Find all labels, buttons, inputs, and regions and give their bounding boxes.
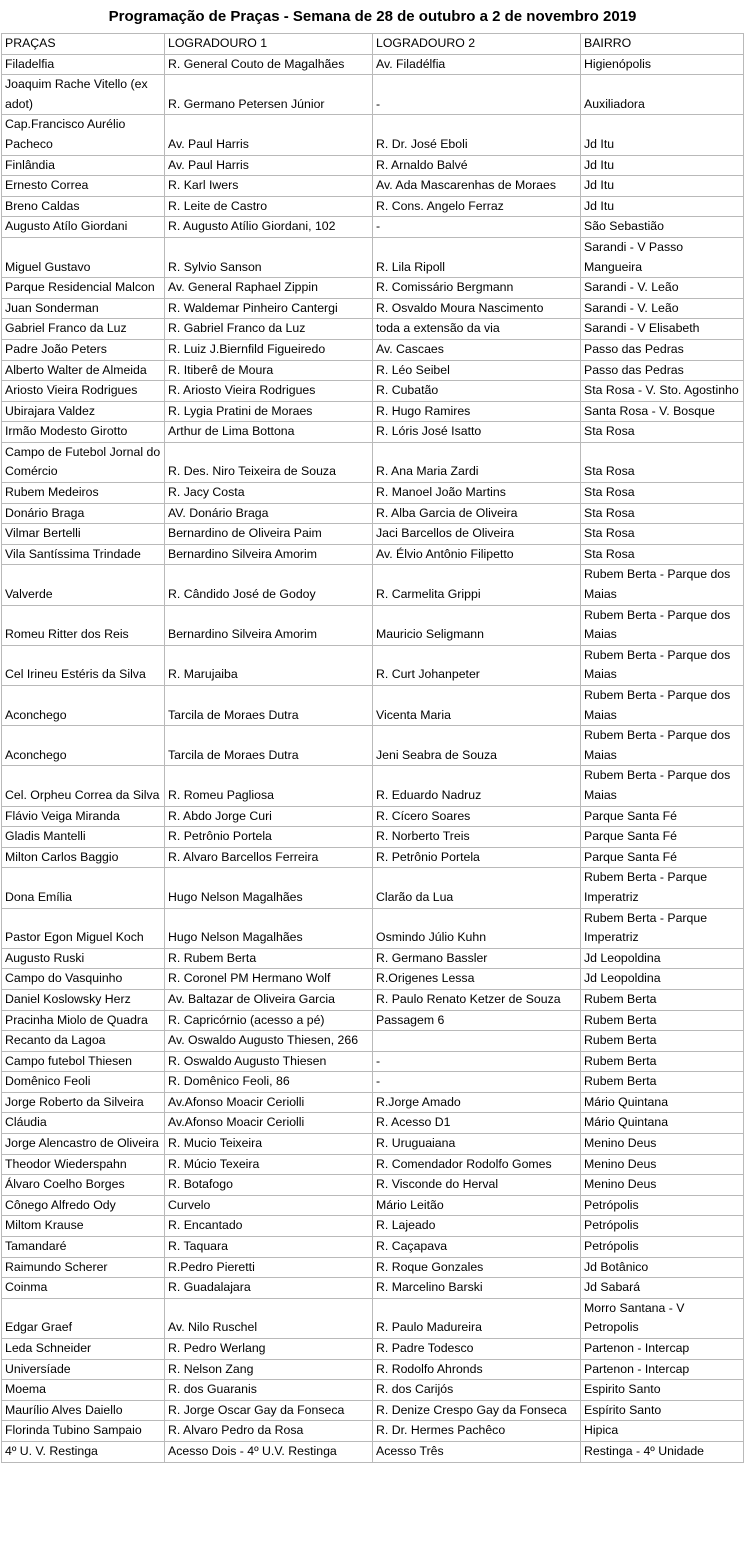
table-row [2, 503, 744, 524]
logradouro-2-cell: R. Paulo Renato Ketzer de Souza [373, 989, 581, 1010]
logradouro-1-cell: R. Karl Iwers [165, 176, 373, 197]
logradouro-2-cell: - [373, 75, 581, 115]
bairro-cell: Rubem Berta - Parque dos Maias [581, 766, 744, 806]
table-row [2, 969, 744, 990]
praca-cell: Aconchego [2, 686, 165, 726]
logradouro-1-cell: Av. Nilo Ruschel [165, 1298, 373, 1338]
praca-cell: Augusto Ruski [2, 948, 165, 969]
table-row [2, 1175, 744, 1196]
logradouro-2-cell: Av. Ada Mascarenhas de Moraes [373, 176, 581, 197]
table-row [2, 54, 744, 75]
bairro-cell: São Sebastião [581, 217, 744, 238]
praca-cell: Daniel Koslowsky Herz [2, 989, 165, 1010]
logradouro-1-cell: R. Pedro Werlang [165, 1339, 373, 1360]
header-cell-logradouro-2: LOGRADOURO 2 [373, 34, 581, 55]
table-row [2, 339, 744, 360]
praca-cell: Maurílio Alves Daiello [2, 1400, 165, 1421]
logradouro-1-cell: Av.Afonso Moacir Ceriolli [165, 1113, 373, 1134]
table-row [2, 196, 744, 217]
logradouro-2-cell: R. Germano Bassler [373, 948, 581, 969]
table-row [2, 1051, 744, 1072]
logradouro-1-cell: R. Nelson Zang [165, 1359, 373, 1380]
bairro-cell: Menino Deus [581, 1134, 744, 1155]
logradouro-1-cell: R. dos Guaranis [165, 1380, 373, 1401]
logradouro-2-cell: R. Uruguaiana [373, 1134, 581, 1155]
praca-cell: Ubirajara Valdez [2, 401, 165, 422]
logradouro-2-cell: R. Caçapava [373, 1237, 581, 1258]
bairro-cell: Rubem Berta - Parque Imperatriz [581, 908, 744, 948]
bairro-cell: Morro Santana - V Petropolis [581, 1298, 744, 1338]
praca-cell: 4º U. V. Restinga [2, 1441, 165, 1462]
table-row [2, 1278, 744, 1299]
praca-cell: Moema [2, 1380, 165, 1401]
bairro-cell: Rubem Berta [581, 1051, 744, 1072]
logradouro-2-cell: Jeni Seabra de Souza [373, 726, 581, 766]
table-row [2, 686, 744, 726]
logradouro-1-cell: R. Coronel PM Hermano Wolf [165, 969, 373, 990]
bairro-cell: Petrópolis [581, 1237, 744, 1258]
table-row [2, 766, 744, 806]
header-cell-logradouro-1: LOGRADOURO 1 [165, 34, 373, 55]
praca-cell: Campo de Futebol Jornal do Comércio [2, 442, 165, 482]
table-row [2, 1092, 744, 1113]
table-row [2, 847, 744, 868]
logradouro-1-cell: R. Oswaldo Augusto Thiesen [165, 1051, 373, 1072]
logradouro-1-cell: R. Domênico Feoli, 86 [165, 1072, 373, 1093]
logradouro-1-cell: R. Petrônio Portela [165, 827, 373, 848]
logradouro-1-cell: R. Abdo Jorge Curi [165, 806, 373, 827]
praca-cell: Alberto Walter de Almeida [2, 360, 165, 381]
table-row [2, 422, 744, 443]
table-row [2, 948, 744, 969]
table-row [2, 806, 744, 827]
logradouro-1-cell: R. Des. Niro Teixeira de Souza [165, 442, 373, 482]
bairro-cell: Parque Santa Fé [581, 827, 744, 848]
bairro-cell: Jd Botânico [581, 1257, 744, 1278]
table-row [2, 1072, 744, 1093]
logradouro-2-cell: R. Paulo Madureira [373, 1298, 581, 1338]
praca-cell: Recanto da Lagoa [2, 1031, 165, 1052]
praca-cell: Filadelfia [2, 54, 165, 75]
bairro-cell: Sta Rosa [581, 544, 744, 565]
logradouro-1-cell: Arthur de Lima Bottona [165, 422, 373, 443]
praca-cell: Augusto Atílo Giordani [2, 217, 165, 238]
bairro-cell: Menino Deus [581, 1175, 744, 1196]
logradouro-2-cell: R. Ana Maria Zardi [373, 442, 581, 482]
bairro-cell: Sarandi - V Elisabeth [581, 319, 744, 340]
logradouro-2-cell: Clarão da Lua [373, 868, 581, 908]
logradouro-2-cell: R. Léo Seibel [373, 360, 581, 381]
table-row [2, 1010, 744, 1031]
logradouro-1-cell: Hugo Nelson Magalhães [165, 868, 373, 908]
logradouro-1-cell: R. Gabriel Franco da Luz [165, 319, 373, 340]
bairro-cell: Petrópolis [581, 1216, 744, 1237]
bairro-cell: Passo das Pedras [581, 339, 744, 360]
logradouro-1-cell: R. Romeu Pagliosa [165, 766, 373, 806]
table-row [2, 1400, 744, 1421]
praca-cell: Gladis Mantelli [2, 827, 165, 848]
praca-cell: Ariosto Vieira Rodrigues [2, 381, 165, 402]
table-row [2, 237, 744, 277]
bairro-cell: Rubem Berta - Parque dos Maias [581, 605, 744, 645]
logradouro-1-cell: Bernardino Silveira Amorim [165, 544, 373, 565]
praca-cell: Tamandaré [2, 1237, 165, 1258]
logradouro-2-cell: R. Arnaldo Balvé [373, 155, 581, 176]
praca-cell: Parque Residencial Malcon [2, 278, 165, 299]
logradouro-2-cell: R. dos Carijós [373, 1380, 581, 1401]
logradouro-2-cell: R. Carmelita Grippi [373, 565, 581, 605]
praca-cell: Cônego Alfredo Ody [2, 1195, 165, 1216]
header-cell-pracas: PRAÇAS [2, 34, 165, 55]
logradouro-2-cell: R. Denize Crespo Gay da Fonseca [373, 1400, 581, 1421]
logradouro-2-cell: R. Cícero Soares [373, 806, 581, 827]
bairro-cell: Parque Santa Fé [581, 847, 744, 868]
praca-cell: Irmão Modesto Girotto [2, 422, 165, 443]
table-row [2, 483, 744, 504]
bairro-cell: Rubem Berta [581, 989, 744, 1010]
bairro-cell: Espirito Santo [581, 1380, 744, 1401]
bairro-cell: Sarandi - V Passo Mangueira [581, 237, 744, 277]
logradouro-2-cell: R. Manoel João Martins [373, 483, 581, 504]
table-row [2, 1339, 744, 1360]
bairro-cell: Rubem Berta - Parque dos Maias [581, 645, 744, 685]
logradouro-1-cell: R. Sylvio Sanson [165, 237, 373, 277]
logradouro-2-cell: Av. Filadélfia [373, 54, 581, 75]
praca-cell: Padre João Peters [2, 339, 165, 360]
logradouro-1-cell: R. Rubem Berta [165, 948, 373, 969]
bairro-cell: Sta Rosa [581, 483, 744, 504]
logradouro-2-cell: Mário Leitão [373, 1195, 581, 1216]
table-row [2, 115, 744, 155]
logradouro-1-cell: Av. Baltazar de Oliveira Garcia [165, 989, 373, 1010]
praca-cell: Cel. Orpheu Correa da Silva [2, 766, 165, 806]
logradouro-2-cell: R. Comendador Rodolfo Gomes [373, 1154, 581, 1175]
praca-cell: Vilmar Bertelli [2, 524, 165, 545]
praca-cell: Valverde [2, 565, 165, 605]
table-row [2, 1216, 744, 1237]
logradouro-1-cell: Av. General Raphael Zippin [165, 278, 373, 299]
bairro-cell: Sta Rosa [581, 422, 744, 443]
logradouro-2-cell: R.Origenes Lessa [373, 969, 581, 990]
praca-cell: Universíade [2, 1359, 165, 1380]
table-row [2, 827, 744, 848]
logradouro-1-cell: R. Luiz J.Biernfild Figueiredo [165, 339, 373, 360]
logradouro-2-cell: toda a extensão da via [373, 319, 581, 340]
header-row [2, 34, 744, 55]
logradouro-2-cell: R. Lajeado [373, 1216, 581, 1237]
logradouro-1-cell: Av. Oswaldo Augusto Thiesen, 266 [165, 1031, 373, 1052]
table-row [2, 360, 744, 381]
praca-cell: Miltom Krause [2, 1216, 165, 1237]
logradouro-2-cell: R. Rodolfo Ahronds [373, 1359, 581, 1380]
praca-cell: Raimundo Scherer [2, 1257, 165, 1278]
bairro-cell: Rubem Berta - Parque dos Maias [581, 565, 744, 605]
logradouro-1-cell: AV. Donário Braga [165, 503, 373, 524]
praca-cell: Jorge Roberto da Silveira [2, 1092, 165, 1113]
logradouro-1-cell: R. Cândido José de Godoy [165, 565, 373, 605]
table-row [2, 1134, 744, 1155]
header-cell-bairro: BAIRRO [581, 34, 744, 55]
bairro-cell: Restinga - 4º Unidade [581, 1441, 744, 1462]
logradouro-1-cell: Hugo Nelson Magalhães [165, 908, 373, 948]
logradouro-2-cell: - [373, 1051, 581, 1072]
logradouro-2-cell: Av. Élvio Antônio Filipetto [373, 544, 581, 565]
praca-cell: Miguel Gustavo [2, 237, 165, 277]
logradouro-1-cell: R. Capricórnio (acesso a pé) [165, 1010, 373, 1031]
table-row [2, 1359, 744, 1380]
praca-cell: Coinma [2, 1278, 165, 1299]
praca-cell: Theodor Wiederspahn [2, 1154, 165, 1175]
bairro-cell: Jd Sabará [581, 1278, 744, 1299]
logradouro-1-cell: Av.Afonso Moacir Ceriolli [165, 1092, 373, 1113]
table-row [2, 401, 744, 422]
logradouro-2-cell [373, 1031, 581, 1052]
bairro-cell: Sta Rosa - V. Sto. Agostinho [581, 381, 744, 402]
bairro-cell: Menino Deus [581, 1154, 744, 1175]
logradouro-2-cell: R. Hugo Ramires [373, 401, 581, 422]
logradouro-1-cell: R. Itiberê de Moura [165, 360, 373, 381]
logradouro-2-cell: R. Alba Garcia de Oliveira [373, 503, 581, 524]
praca-cell: Domênico Feoli [2, 1072, 165, 1093]
praca-cell: Ernesto Correa [2, 176, 165, 197]
table-row [2, 1195, 744, 1216]
bairro-cell: Rubem Berta [581, 1072, 744, 1093]
praca-cell: Breno Caldas [2, 196, 165, 217]
bairro-cell: Rubem Berta - Parque Imperatriz [581, 868, 744, 908]
table-row [2, 1237, 744, 1258]
logradouro-2-cell: R. Marcelino Barski [373, 1278, 581, 1299]
logradouro-1-cell: R.Pedro Pieretti [165, 1257, 373, 1278]
praca-cell: Cap.Francisco Aurélio Pacheco [2, 115, 165, 155]
bairro-cell: Mário Quintana [581, 1113, 744, 1134]
logradouro-1-cell: R. Jacy Costa [165, 483, 373, 504]
table-row [2, 155, 744, 176]
logradouro-2-cell: Acesso Três [373, 1441, 581, 1462]
praca-cell: Álvaro Coelho Borges [2, 1175, 165, 1196]
praca-cell: Pracinha Miolo de Quadra [2, 1010, 165, 1031]
bairro-cell: Rubem Berta - Parque dos Maias [581, 726, 744, 766]
logradouro-2-cell: R. Curt Johanpeter [373, 645, 581, 685]
logradouro-1-cell: R. Marujaiba [165, 645, 373, 685]
praca-cell: Campo futebol Thiesen [2, 1051, 165, 1072]
table-row [2, 565, 744, 605]
table-row [2, 217, 744, 238]
logradouro-1-cell: R. Encantado [165, 1216, 373, 1237]
logradouro-1-cell: Curvelo [165, 1195, 373, 1216]
bairro-cell: Jd Itu [581, 155, 744, 176]
table-row [2, 381, 744, 402]
logradouro-2-cell: Osmindo Júlio Kuhn [373, 908, 581, 948]
logradouro-1-cell: Acesso Dois - 4º U.V. Restinga [165, 1441, 373, 1462]
table-row [2, 1257, 744, 1278]
praca-cell: Joaquim Rache Vitello (ex adot) [2, 75, 165, 115]
praca-cell: Jorge Alencastro de Oliveira [2, 1134, 165, 1155]
table-row [2, 1154, 744, 1175]
bairro-cell: Partenon - Intercap [581, 1339, 744, 1360]
bairro-cell: Sarandi - V. Leão [581, 278, 744, 299]
table-row [2, 645, 744, 685]
logradouro-2-cell: R. Cubatão [373, 381, 581, 402]
table-row [2, 176, 744, 197]
table-row [2, 442, 744, 482]
logradouro-2-cell: Jaci Barcellos de Oliveira [373, 524, 581, 545]
logradouro-1-cell: Bernardino Silveira Amorim [165, 605, 373, 645]
table-row [2, 1421, 744, 1442]
praca-cell: Cláudia [2, 1113, 165, 1134]
logradouro-2-cell: R. Comissário Bergmann [373, 278, 581, 299]
logradouro-2-cell: R. Dr. José Eboli [373, 115, 581, 155]
bairro-cell: Jd Leopoldina [581, 969, 744, 990]
table-row [2, 605, 744, 645]
bairro-cell: Sarandi - V. Leão [581, 298, 744, 319]
bairro-cell: Jd Itu [581, 176, 744, 197]
logradouro-1-cell: R. Lygia Pratini de Moraes [165, 401, 373, 422]
praca-cell: Florinda Tubino Sampaio [2, 1421, 165, 1442]
table-row [2, 75, 744, 115]
bairro-cell: Sta Rosa [581, 442, 744, 482]
page-title: Programação de Praças - Semana de 28 de outubro a 2 de novembro 2019 [108, 8, 637, 25]
logradouro-2-cell: R. Cons. Angelo Ferraz [373, 196, 581, 217]
pracas-table [1, 33, 744, 1463]
bairro-cell: Jd Itu [581, 115, 744, 155]
logradouro-2-cell: R. Roque Gonzales [373, 1257, 581, 1278]
logradouro-2-cell: R. Dr. Hermes Pachêco [373, 1421, 581, 1442]
praca-cell: Finlândia [2, 155, 165, 176]
table-row [2, 1031, 744, 1052]
bairro-cell: Jd Leopoldina [581, 948, 744, 969]
table-row [2, 544, 744, 565]
bairro-cell: Parque Santa Fé [581, 806, 744, 827]
logradouro-1-cell: R. Leite de Castro [165, 196, 373, 217]
praca-cell: Romeu Ritter dos Reis [2, 605, 165, 645]
bairro-cell: Mário Quintana [581, 1092, 744, 1113]
praca-cell: Vila Santíssima Trindade [2, 544, 165, 565]
logradouro-1-cell: R. Waldemar Pinheiro Cantergi [165, 298, 373, 319]
logradouro-1-cell: Tarcila de Moraes Dutra [165, 686, 373, 726]
bairro-cell: Higienópolis [581, 54, 744, 75]
logradouro-1-cell: R. Mucio Teixeira [165, 1134, 373, 1155]
praca-cell: Pastor Egon Miguel Koch [2, 908, 165, 948]
logradouro-2-cell: Av. Cascaes [373, 339, 581, 360]
bairro-cell: Rubem Berta - Parque dos Maias [581, 686, 744, 726]
logradouro-1-cell: R. Múcio Texeira [165, 1154, 373, 1175]
praca-cell: Dona Emília [2, 868, 165, 908]
logradouro-2-cell: Passagem 6 [373, 1010, 581, 1031]
logradouro-2-cell: R. Eduardo Nadruz [373, 766, 581, 806]
table-row [2, 1298, 744, 1338]
logradouro-1-cell: R. Alvaro Barcellos Ferreira [165, 847, 373, 868]
table-row [2, 1441, 744, 1462]
logradouro-1-cell: R. Taquara [165, 1237, 373, 1258]
praca-cell: Leda Schneider [2, 1339, 165, 1360]
logradouro-2-cell: R. Acesso D1 [373, 1113, 581, 1134]
logradouro-1-cell: R. Germano Petersen Júnior [165, 75, 373, 115]
praca-cell: Flávio Veiga Miranda [2, 806, 165, 827]
bairro-cell: Hipica [581, 1421, 744, 1442]
logradouro-2-cell: Vicenta Maria [373, 686, 581, 726]
praca-cell: Aconchego [2, 726, 165, 766]
logradouro-2-cell: - [373, 217, 581, 238]
praca-cell: Milton Carlos Baggio [2, 847, 165, 868]
table-row [2, 1113, 744, 1134]
table-row [2, 726, 744, 766]
table-row [2, 1380, 744, 1401]
logradouro-1-cell: R. Augusto Atílio Giordani, 102 [165, 217, 373, 238]
logradouro-1-cell: R. Ariosto Vieira Rodrigues [165, 381, 373, 402]
logradouro-1-cell: R. Alvaro Pedro da Rosa [165, 1421, 373, 1442]
bairro-cell: Sta Rosa [581, 524, 744, 545]
bairro-cell: Rubem Berta [581, 1031, 744, 1052]
logradouro-2-cell: R. Norberto Treis [373, 827, 581, 848]
table-row [2, 319, 744, 340]
logradouro-1-cell: R. General Couto de Magalhães [165, 54, 373, 75]
bairro-cell: Partenon - Intercap [581, 1359, 744, 1380]
table-row [2, 524, 744, 545]
bairro-cell: Sta Rosa [581, 503, 744, 524]
praca-cell: Juan Sonderman [2, 298, 165, 319]
praca-cell: Cel Irineu Estéris da Silva [2, 645, 165, 685]
bairro-cell: Petrópolis [581, 1195, 744, 1216]
logradouro-2-cell: R.Jorge Amado [373, 1092, 581, 1113]
bairro-cell: Auxiliadora [581, 75, 744, 115]
logradouro-2-cell: - [373, 1072, 581, 1093]
bairro-cell: Santa Rosa - V. Bosque [581, 401, 744, 422]
logradouro-2-cell: R. Osvaldo Moura Nascimento [373, 298, 581, 319]
table-row [2, 908, 744, 948]
bairro-cell: Rubem Berta [581, 1010, 744, 1031]
table-row [2, 868, 744, 908]
bairro-cell: Passo das Pedras [581, 360, 744, 381]
praca-cell: Rubem Medeiros [2, 483, 165, 504]
logradouro-2-cell: R. Padre Todesco [373, 1339, 581, 1360]
logradouro-2-cell: R. Lóris José Isatto [373, 422, 581, 443]
logradouro-2-cell: R. Visconde do Herval [373, 1175, 581, 1196]
logradouro-1-cell: R. Jorge Oscar Gay da Fonseca [165, 1400, 373, 1421]
table-row [2, 278, 744, 299]
logradouro-1-cell: Av. Paul Harris [165, 115, 373, 155]
bairro-cell: Jd Itu [581, 196, 744, 217]
table-row [2, 298, 744, 319]
logradouro-1-cell: R. Botafogo [165, 1175, 373, 1196]
logradouro-1-cell: Av. Paul Harris [165, 155, 373, 176]
praca-cell: Donário Braga [2, 503, 165, 524]
logradouro-2-cell: Mauricio Seligmann [373, 605, 581, 645]
logradouro-1-cell: Bernardino de Oliveira Paim [165, 524, 373, 545]
praca-cell: Edgar Graef [2, 1298, 165, 1338]
bairro-cell: Espírito Santo [581, 1400, 744, 1421]
logradouro-2-cell: R. Petrônio Portela [373, 847, 581, 868]
logradouro-2-cell: R. Lila Ripoll [373, 237, 581, 277]
table-row [2, 989, 744, 1010]
logradouro-1-cell: R. Guadalajara [165, 1278, 373, 1299]
praca-cell: Campo do Vasquinho [2, 969, 165, 990]
praca-cell: Gabriel Franco da Luz [2, 319, 165, 340]
logradouro-1-cell: Tarcila de Moraes Dutra [165, 726, 373, 766]
